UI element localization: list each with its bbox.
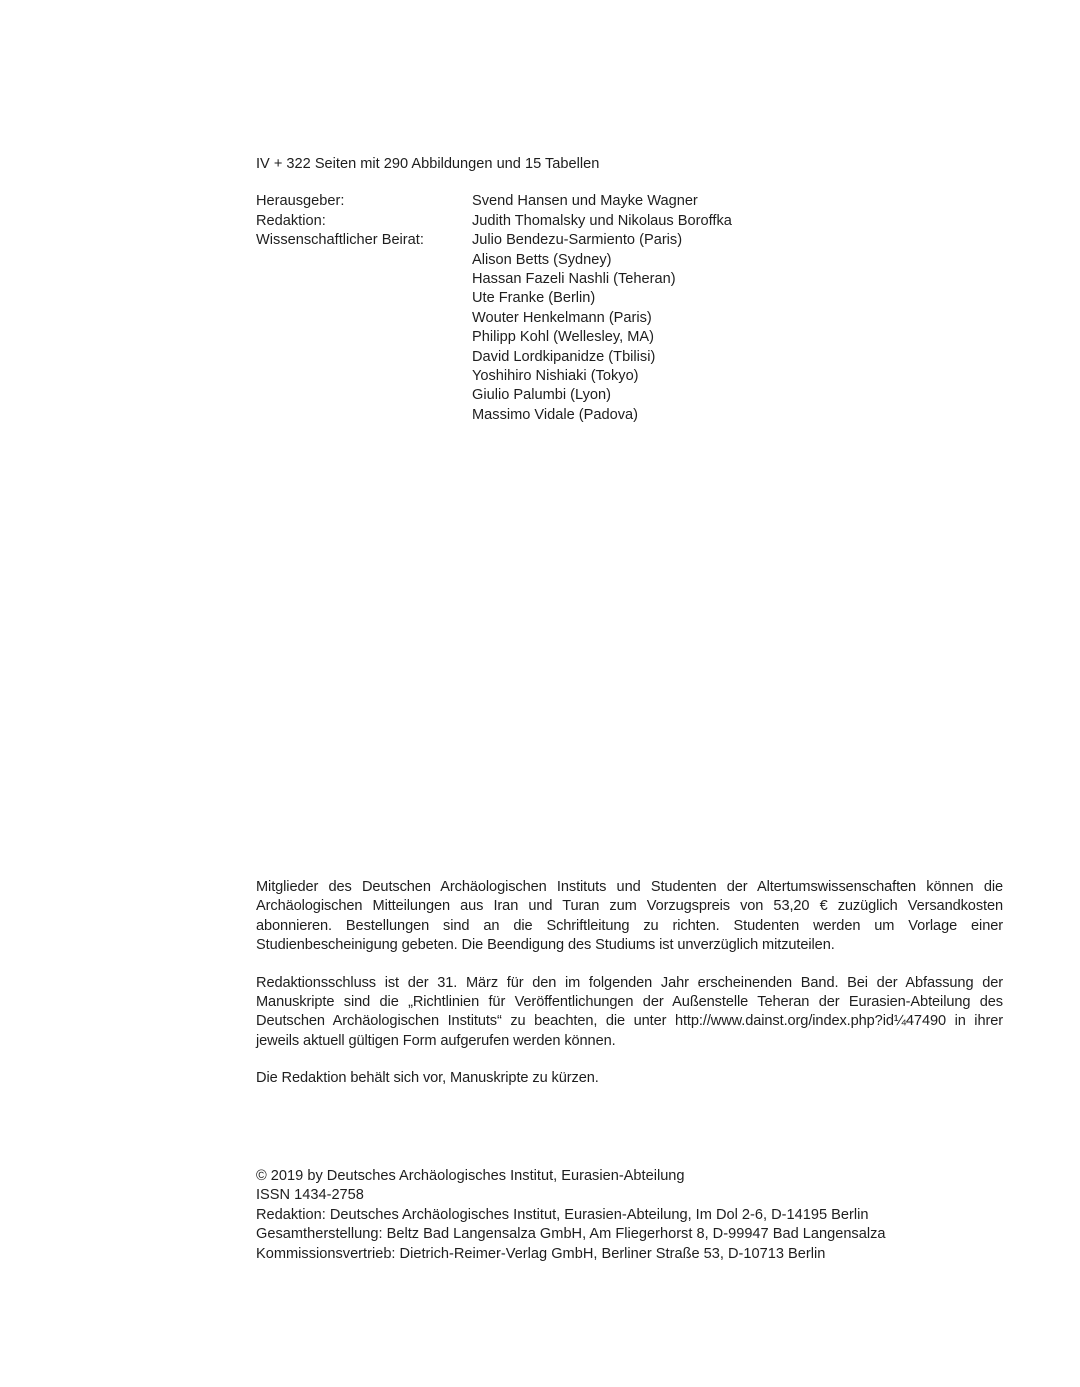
board-member: Julio Bendezu-Sarmiento (Paris) [472,232,683,249]
membership-paragraph: Mitglieder des Deutschen Archäologischen Instituts und Studenten der Altertumswissenschaften können die Archäologischen Mitteilungen aus Iran und Turan zum Vorzugspreis von 53,20 € zuzüglich Versandkosten abonnieren. Bestellungen sind an die Schriftleitung zu richten. Studenten werden um Vorlage einer Studienbescheinigung gebeten. Die Beendigung des Studiums ist unverzüglich mitzuteilen. [256,879,1003,954]
production-line: Gesamtherstellung: Beltz Bad Langensalza GmbH, Am Fliegerhorst 8, D-99947 Bad Langensalza [256,1226,886,1243]
deadline-paragraph: Redaktionsschluss ist der 31. März für den im folgenden Jahr erscheinenden Band. Bei der Abfassung der Manuskripte sind die „Richtlinien für Veröffentlichungen der Außenstelle Teheran der Eurasien-Abteilung des Deutschen Archäologischen Instituts“ zu beachten, die unter http://www.dainst.org/index.php?id¼47490 in ihrer jeweils aktuell gültigen Form aufgerufen werden können. [256,974,1003,1049]
editorial-board-block [256,192,1003,425]
board-member: Alison Betts (Sydney) [472,251,612,268]
board-member: Hassan Fazeli Nashli (Teheran) [472,271,676,288]
distribution-line: Kommissionsvertrieb: Dietrich-Reimer-Verlag GmbH, Berliner Straße 53, D-10713 Berlin [256,1245,826,1262]
board-member: David Lordkipanidze (Tbilisi) [472,348,656,365]
editing-value: Judith Thomalsky und Nikolaus Boroffka [472,212,732,229]
subscription-notes [256,878,1003,1107]
issn-line: ISSN 1434-2758 [256,1187,364,1204]
editors-label: Herausgeber: [256,193,345,210]
board-member: Massimo Vidale (Padova) [472,406,639,423]
page-extent-line: IV + 322 Seiten mit 290 Abbildungen und 15 Tabellen [256,156,600,172]
reservation-paragraph: Die Redaktion behält sich vor, Manuskripte zu kürzen. [256,1070,599,1087]
board-member: Giulio Palumbi (Lyon) [472,387,611,404]
editors-value: Svend Hansen und Mayke Wagner [472,193,698,210]
colophon-header [256,155,1003,425]
advisory-board-list [472,231,1003,425]
board-member: Wouter Henkelmann (Paris) [472,309,652,326]
imprint-block [256,1167,1003,1264]
editorial-office-line: Redaktion: Deutsches Archäologisches Institut, Eurasien-Abteilung, Im Dol 2-6, D-14195 Berlin [256,1206,869,1223]
board-member: Ute Franke (Berlin) [472,290,596,307]
board-member: Yoshihiro Nishiaki (Tokyo) [472,368,639,385]
advisory-board-label: Wissenschaftlicher Beirat: [256,232,424,249]
board-member: Philipp Kohl (Wellesley, MA) [472,329,654,346]
copyright-line: © 2019 by Deutsches Archäologisches Institut, Eurasien-Abteilung [256,1168,685,1184]
editing-label: Redaktion: [256,212,326,229]
